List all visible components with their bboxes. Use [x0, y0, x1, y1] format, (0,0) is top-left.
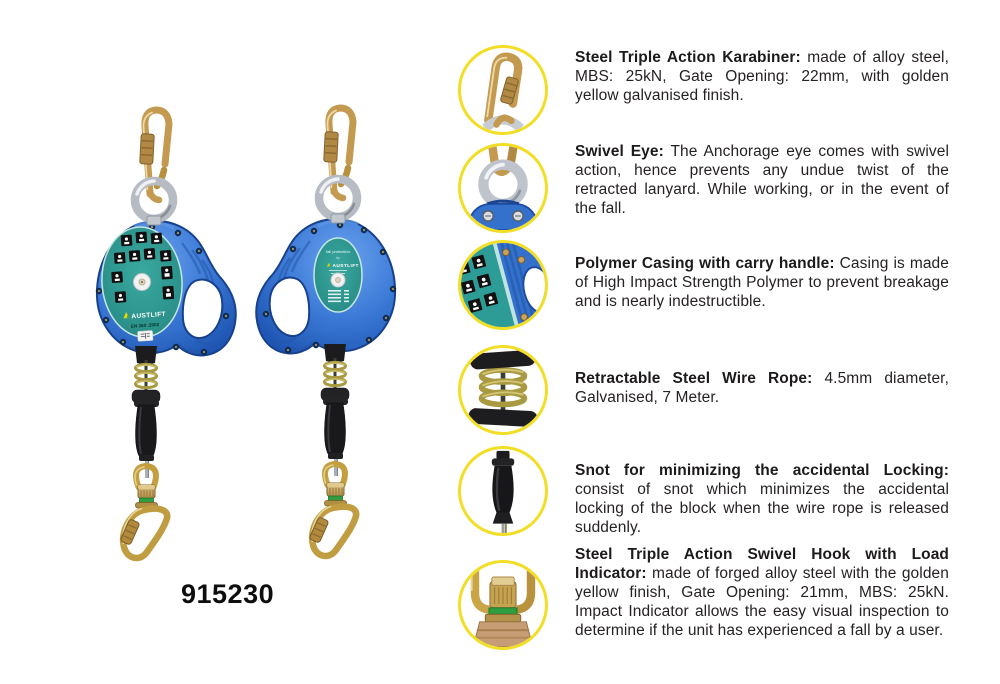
feature-title: Steel Triple Action Swivel Hook with Load Indicator:: [575, 546, 949, 582]
wire-rope-spring-detail-icon: [461, 348, 545, 432]
snot-detail-icon: [461, 449, 545, 533]
feature-thumb-wire-rope: [458, 345, 548, 435]
feature-title: Swivel Eye:: [575, 143, 664, 160]
feature-text-karabiner: [575, 48, 949, 105]
feature-text-wire-rope: [575, 369, 949, 407]
feature-thumb-casing: [458, 240, 548, 330]
feature-text-casing: [575, 254, 949, 311]
feature-title: Snot for minimizing the accidental Locking:: [575, 462, 949, 479]
feature-title: Steel Triple Action Karabiner:: [575, 49, 801, 66]
feature-description: consist of snot which minimizes the accidental locking of the block when the wire rope is released suddenly.: [575, 481, 949, 536]
feature-description: made of alloy steel, MBS: 25kN, Gate Opening: 22mm, with golden yellow galvanised finish.: [575, 49, 949, 104]
polymer-casing-detail-icon: [461, 243, 545, 327]
karabiner-detail-icon: [461, 48, 545, 132]
product-front-image: [78, 104, 238, 564]
feature-thumb-swivel-eye: [458, 143, 548, 233]
feature-description: 4.5mm diameter, Galvanised, 7 Meter.: [575, 370, 949, 406]
swivel-eye-detail-icon: [461, 146, 545, 230]
feature-description: Casing is made of High Impact Strength Polymer to prevent breakage and is nearly indestructible.: [575, 255, 949, 310]
feature-text-swivel-eye: [575, 142, 949, 218]
product-back-image: [245, 102, 425, 564]
feature-title: Polymer Casing with carry handle:: [575, 255, 835, 272]
feature-description: The Anchorage eye comes with swivel action, hence prevents any undue twist of the retracted lanyard. While working, or in the event of the fall.: [575, 143, 949, 217]
feature-thumb-snot: [458, 446, 548, 536]
feature-description: made of forged alloy steel with the golden yellow finish, Gate Opening: 21mm, MBS: 25kN. Impact Indicator allows the easy visual inspection to determine if the unit has experienced a fall by a user.: [575, 565, 949, 639]
product-code: 915230: [181, 579, 275, 609]
swivel-hook-detail-icon: [461, 563, 545, 647]
feature-title: Retractable Steel Wire Rope:: [575, 370, 813, 387]
feature-text-snot: [575, 461, 949, 537]
feature-thumb-swivel-hook: [458, 560, 548, 650]
feature-text-swivel-hook: [575, 545, 949, 640]
feature-thumb-karabiner: [458, 45, 548, 135]
